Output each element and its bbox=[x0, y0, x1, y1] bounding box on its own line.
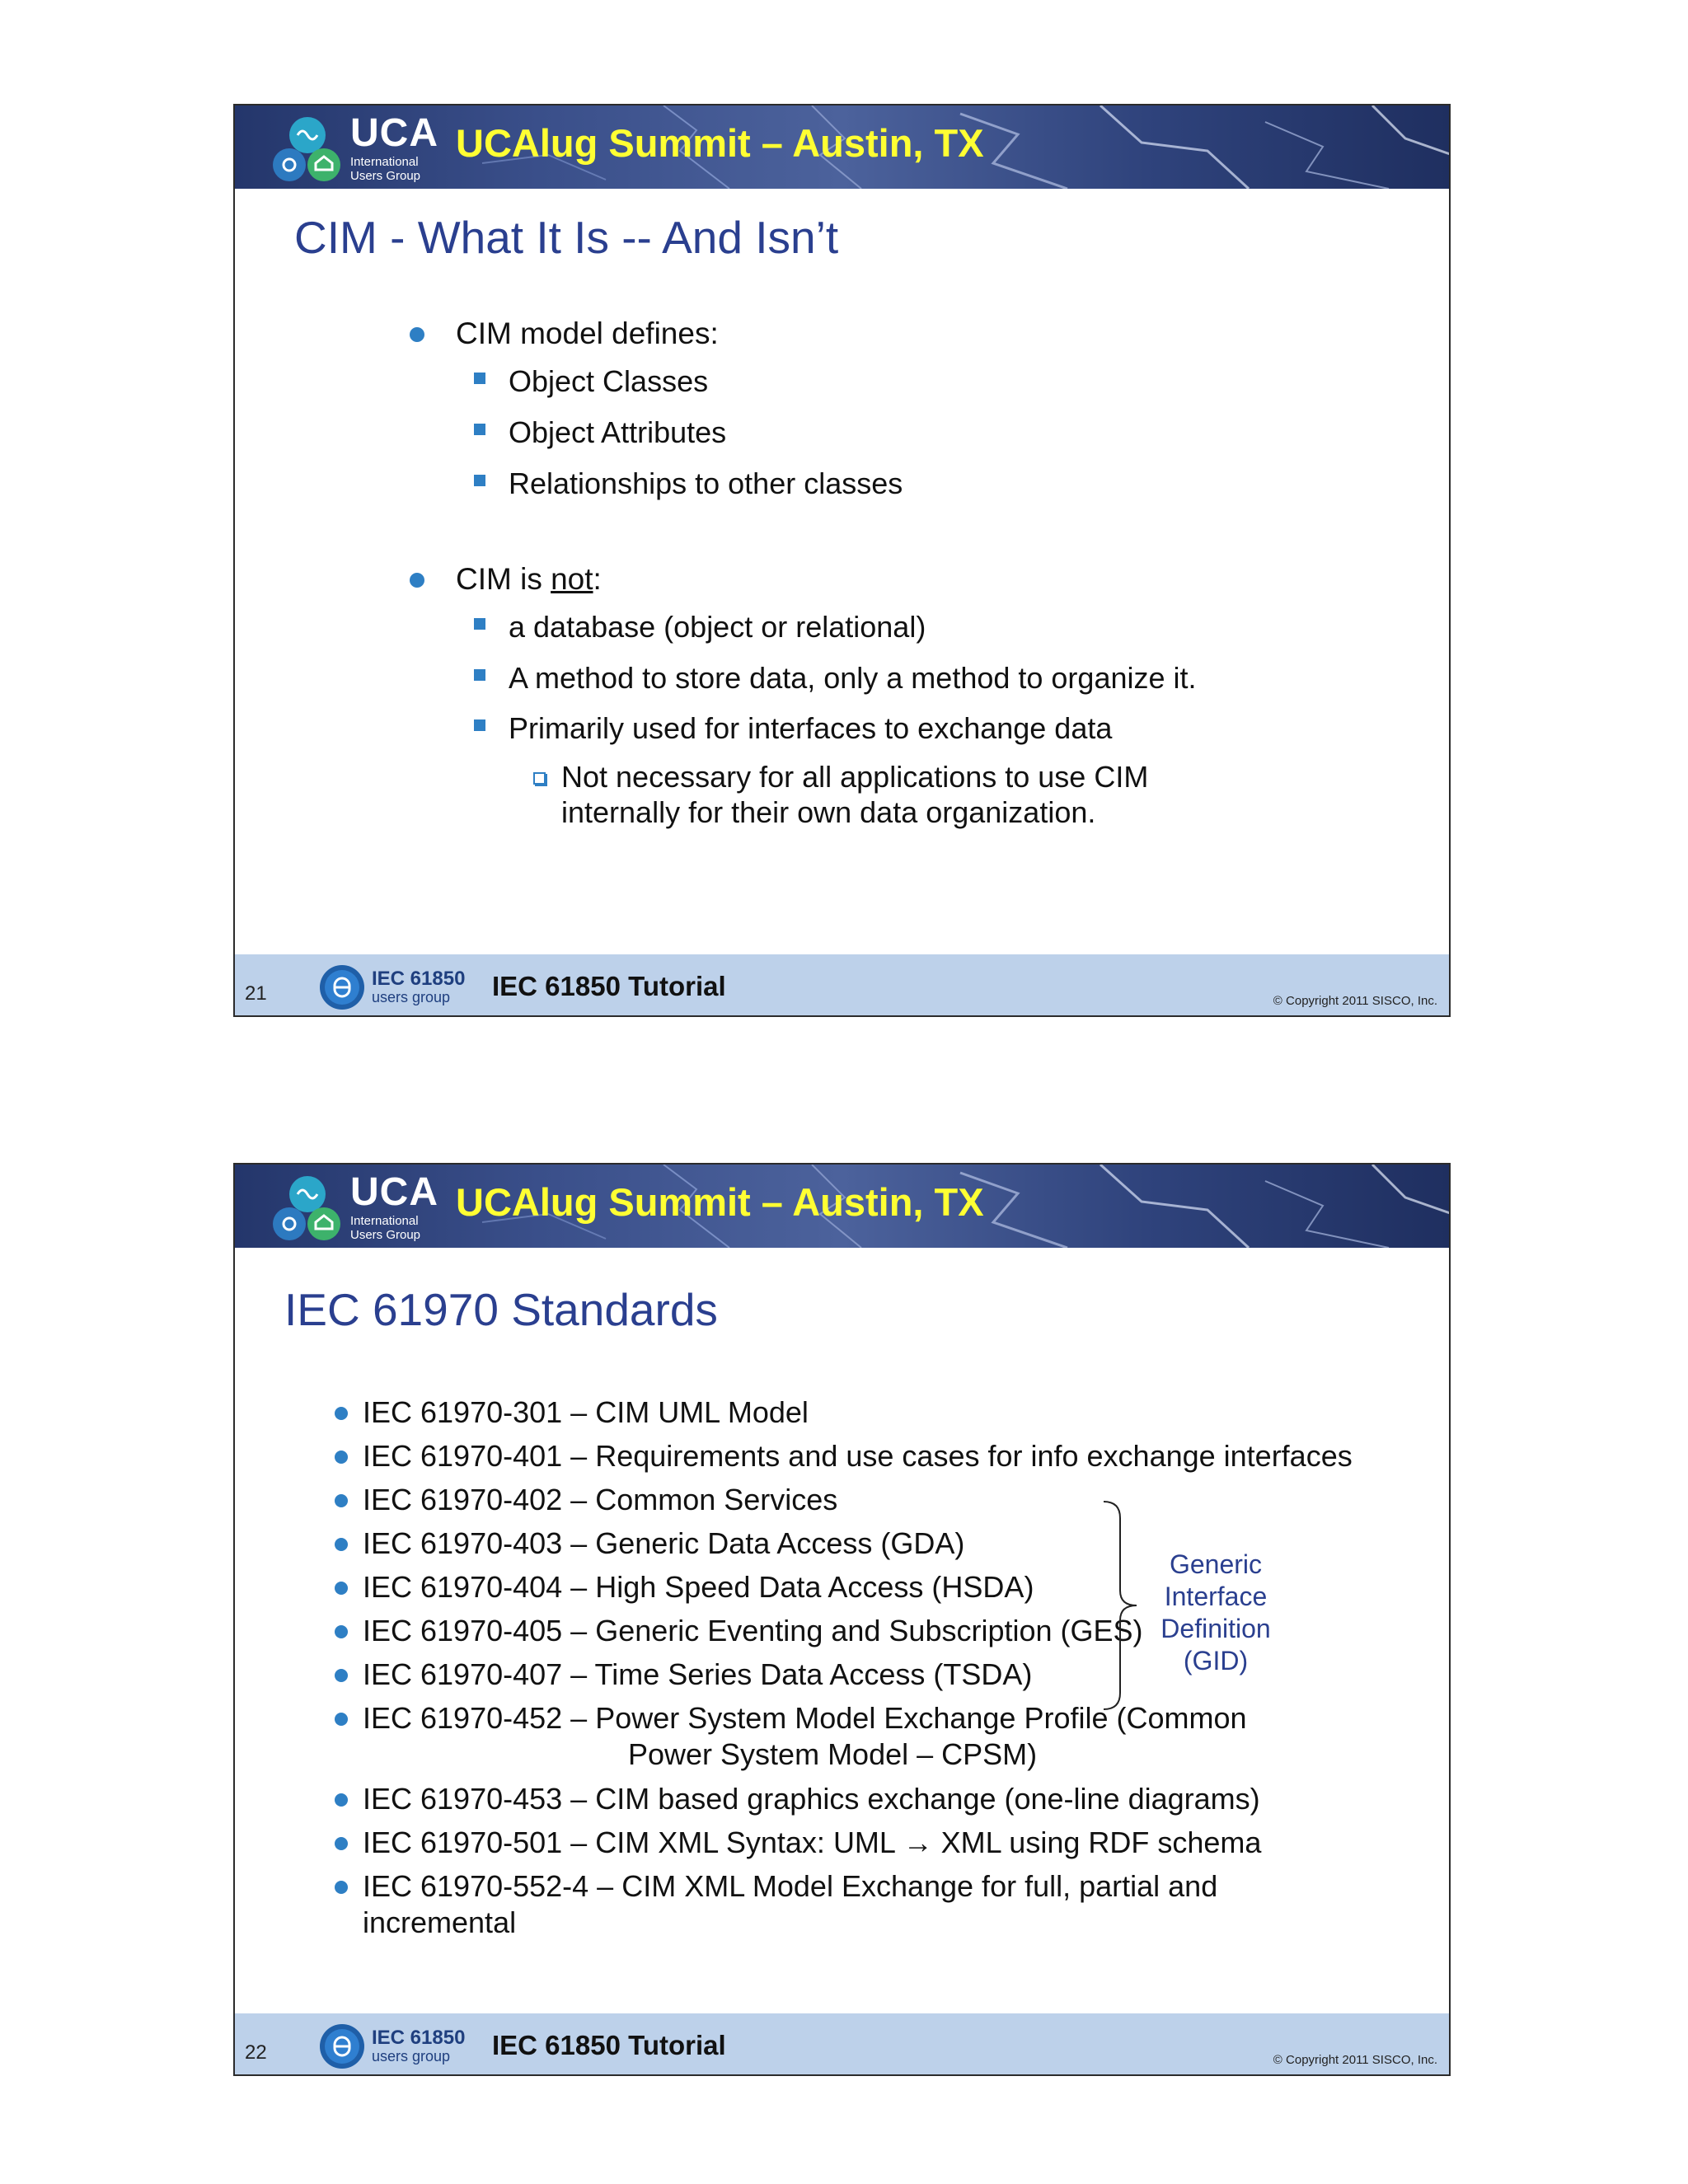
iec-logo-bottom-text: users group bbox=[372, 989, 451, 1005]
sub-bullet-text: A method to store data, only a method to organize it. bbox=[509, 661, 1197, 695]
slide-title: CIM - What It Is -- And Isn’t bbox=[294, 212, 839, 263]
bullet-text-suffix: : bbox=[593, 562, 602, 596]
square-bullet-icon bbox=[474, 475, 485, 486]
standard-item-text: IEC 61970-401 – Requirements and use cases for info exchange interfaces bbox=[363, 1439, 1353, 1473]
sub-bullet-text: Relationships to other classes bbox=[509, 466, 903, 500]
slide-22 bbox=[233, 1163, 1451, 2076]
bullet-dot-icon bbox=[335, 1538, 348, 1551]
standard-item-text: IEC 61970-453 – CIM based graphics exchange (one-line diagrams) bbox=[363, 1782, 1260, 1816]
slide-footer bbox=[235, 954, 1449, 1015]
uca-logo-line1: International bbox=[350, 1214, 419, 1228]
uca-logo-name: UCA bbox=[350, 111, 438, 155]
gid-line: Definition bbox=[1160, 1614, 1271, 1643]
footer-title: IEC 61850 Tutorial bbox=[492, 2030, 726, 2060]
standard-item-text: IEC 61970-405 – Generic Eventing and Subscription (GES) bbox=[363, 1614, 1143, 1647]
square-bullet-icon bbox=[474, 424, 485, 435]
uca-logo bbox=[268, 1170, 438, 1244]
iec-61850-logo bbox=[317, 2022, 466, 2071]
banner-title: UCAlug Summit – Austin, TX bbox=[456, 121, 984, 165]
uca-logo-line2: Users Group bbox=[350, 169, 421, 183]
sub-bullet bbox=[509, 610, 926, 644]
uca-logo bbox=[268, 111, 438, 185]
standard-item-text: IEC 61970-301 – CIM UML Model bbox=[363, 1395, 809, 1429]
bullet-dot-icon bbox=[335, 1625, 348, 1638]
slide-banner bbox=[235, 1165, 1449, 1248]
iec-logo-top-text: IEC 61850 bbox=[372, 2027, 466, 2049]
uca-logo-icon bbox=[268, 112, 350, 185]
square-bullet-icon bbox=[474, 669, 485, 681]
page-number: 22 bbox=[245, 2041, 267, 2064]
standard-item bbox=[363, 1613, 1143, 1649]
slide-footer bbox=[235, 2013, 1449, 2074]
slide-banner bbox=[235, 105, 1449, 189]
square-bullet-icon bbox=[474, 618, 485, 630]
standard-item bbox=[363, 1657, 1032, 1693]
standard-item-text: IEC 61970-501 – CIM XML Syntax: UML → XML using RDF schema bbox=[363, 1825, 1262, 1859]
iec-logo-top-text: IEC 61850 bbox=[372, 968, 466, 990]
iec-logo-icon bbox=[317, 2022, 367, 2071]
standard-item bbox=[363, 1394, 809, 1431]
sub-bullet-text: Object Classes bbox=[509, 364, 709, 398]
sub-sub-bullet-text: Not necessary for all applications to use CIM internally for their own data organization. bbox=[561, 760, 1149, 829]
sub-bullet-text: Object Attributes bbox=[509, 415, 727, 449]
standard-item-text: IEC 61970-452 – Power System Model Exchange Profile (Common bbox=[363, 1701, 1247, 1735]
bullet-dot-icon bbox=[410, 573, 424, 588]
standard-item bbox=[363, 1781, 1260, 1817]
bullet-dot-icon bbox=[335, 1451, 348, 1464]
bullet-dot-icon bbox=[335, 1881, 348, 1894]
standard-item-text: IEC 61970-403 – Generic Data Access (GDA) bbox=[363, 1526, 965, 1560]
standard-item bbox=[363, 1438, 1353, 1474]
sub-bullet-text: Primarily used for interfaces to exchange data bbox=[509, 711, 1113, 745]
sub-bullet-text: a database (object or relational) bbox=[509, 610, 926, 644]
sub-bullet bbox=[509, 415, 726, 450]
bullet-dot-icon bbox=[410, 327, 424, 342]
footer-title: IEC 61850 Tutorial bbox=[492, 971, 726, 1001]
gid-label bbox=[1158, 1549, 1273, 1677]
standard-item-text: IEC 61970-552-4 – CIM XML Model Exchange for full, partial and bbox=[363, 1869, 1218, 1903]
standard-item-text: IEC 61970-404 – High Speed Data Access (HSDA) bbox=[363, 1570, 1034, 1604]
standard-item bbox=[363, 1569, 1034, 1605]
hollow-square-bullet-icon bbox=[533, 772, 546, 785]
sub-bullet bbox=[509, 466, 903, 501]
standard-item bbox=[363, 1825, 1261, 1861]
gid-line: (GID) bbox=[1183, 1646, 1249, 1675]
bullet-cim-defines bbox=[456, 316, 719, 351]
square-bullet-icon bbox=[474, 719, 485, 731]
square-bullet-icon bbox=[474, 373, 485, 384]
standard-item-continuation bbox=[628, 1736, 1037, 1773]
bullet-dot-icon bbox=[335, 1713, 348, 1726]
sub-bullet bbox=[509, 711, 1112, 746]
uca-logo-line2: Users Group bbox=[350, 1228, 421, 1242]
slide-title: IEC 61970 Standards bbox=[284, 1284, 718, 1335]
gid-line: Generic bbox=[1169, 1549, 1263, 1579]
page-number: 21 bbox=[245, 982, 267, 1005]
standard-item bbox=[363, 1482, 837, 1518]
uca-logo-name: UCA bbox=[350, 1170, 438, 1214]
standard-item bbox=[363, 1868, 1217, 1905]
standard-item-text: Power System Model – CPSM) bbox=[628, 1737, 1038, 1771]
bullet-cim-is-not bbox=[456, 562, 602, 597]
sub-bullet bbox=[509, 661, 1197, 696]
slide-21 bbox=[233, 104, 1451, 1017]
standard-item-text: IEC 61970-402 – Common Services bbox=[363, 1483, 838, 1516]
bullet-dot-icon bbox=[335, 1837, 348, 1850]
iec-logo-bottom-text: users group bbox=[372, 2048, 451, 2064]
bullet-dot-icon bbox=[335, 1793, 348, 1807]
sub-bullet bbox=[509, 364, 708, 399]
standard-item-text: IEC 61970-407 – Time Series Data Access (TSDA) bbox=[363, 1657, 1033, 1691]
uca-logo-line1: International bbox=[350, 155, 419, 169]
bullet-text-prefix: CIM is bbox=[456, 562, 551, 596]
standard-item-text: incremental bbox=[363, 1905, 517, 1939]
copyright: © Copyright 2011 SISCO, Inc. bbox=[1273, 2053, 1437, 2067]
bullet-dot-icon bbox=[335, 1494, 348, 1507]
iec-logo-icon bbox=[317, 963, 367, 1012]
bullet-text: CIM model defines: bbox=[456, 316, 719, 350]
right-brace-icon bbox=[1100, 1498, 1150, 1713]
bullet-dot-icon bbox=[335, 1582, 348, 1595]
bullet-text-underlined: not bbox=[551, 562, 593, 596]
iec-61850-logo bbox=[317, 963, 466, 1012]
bullet-dot-icon bbox=[335, 1407, 348, 1420]
sub-sub-bullet bbox=[561, 759, 1221, 830]
gid-line: Interface bbox=[1164, 1582, 1268, 1611]
copyright: © Copyright 2011 SISCO, Inc. bbox=[1273, 994, 1437, 1008]
uca-logo-icon bbox=[268, 1171, 350, 1244]
banner-title: UCAlug Summit – Austin, TX bbox=[456, 1180, 984, 1224]
standard-item-continuation bbox=[363, 1905, 516, 1941]
bullet-dot-icon bbox=[335, 1669, 348, 1682]
standard-item bbox=[363, 1526, 964, 1562]
